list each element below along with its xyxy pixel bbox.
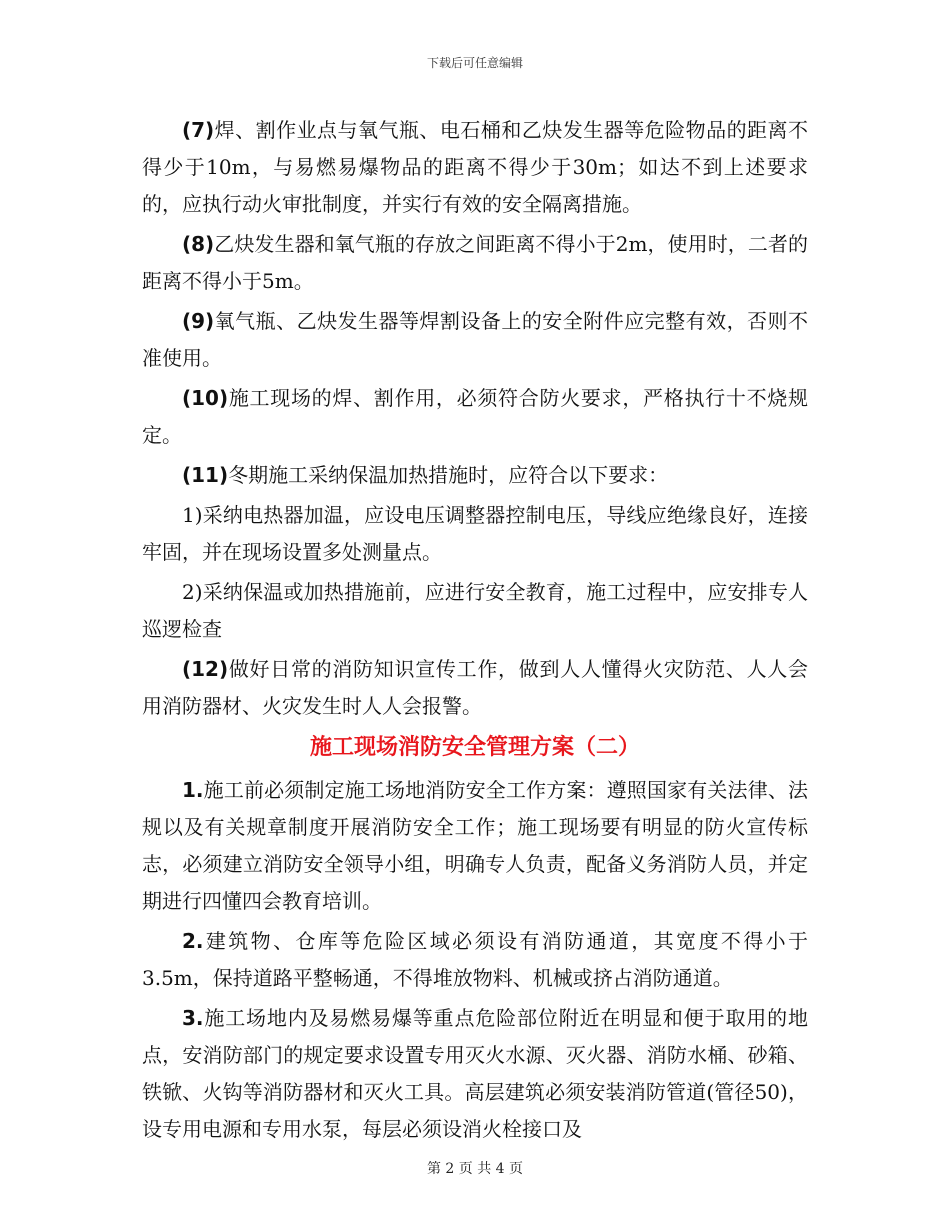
list-item-8: [142, 226, 808, 300]
item-text: 施工现场的焊、割作用，必须符合防火要求，严格执行十不烧规定。: [142, 386, 808, 447]
page-header: 下载后可任意编辑: [426, 56, 523, 70]
item-text: 冬期施工采纳保温加热措施时，应符合以下要求：: [228, 463, 669, 487]
page-footer: 第 2 页 共 4 页: [426, 1161, 524, 1177]
item-text: 做好日常的消防知识宣传工作，做到人人懂得火灾防范、人人会用消防器材、火灾发生时人人会报警。: [142, 657, 808, 718]
item-number: (7): [182, 118, 215, 142]
item-text: 乙炔发生器和氧气瓶的存放之间距离不得小于2m，使用时，二者的距离不得小于5m。: [142, 232, 808, 293]
list-item-9: [142, 303, 808, 377]
item-number: 3.: [182, 1006, 204, 1030]
section-title: 施工现场消防安全管理方案（二）: [309, 735, 640, 760]
list-item-12: [142, 651, 808, 725]
section2-item-2: [142, 923, 808, 997]
item-text: 氧气瓶、乙炔发生器等焊割设备上的安全附件应完整有效，否则不准使用。: [142, 309, 808, 370]
item-text: 施工前必须制定施工场地消防安全工作方案：遵照国家有关法律、法规以及有关规章制度开展消防安全工作；施工现场要有明显的防火宣传标志，必须建立消防安全领导小组，明确专人负责，配备义务消防人员，并定期进行四懂四会教育培训。: [142, 778, 808, 913]
section2-item-3: [142, 1000, 808, 1148]
item-number: (11): [182, 463, 229, 487]
item-number: (12): [182, 657, 229, 681]
item-text: 建筑物、仓库等危险区域必须设有消防通道，其宽度不得小于3.5m，保持道路平整畅通，不得堆放物料、机械或挤占消防通道。: [142, 929, 808, 990]
item-text: 施工场地内及易燃易爆等重点危险部位附近在明显和便于取用的地点，安消防部门的规定要求设置专用灭火水源、灭火器、消防水桶、砂箱、铁锨、火钩等消防器材和灭火工具。高层建筑必须安装消防管道(管径50)，设专用电源和专用水泵，每层必须设消火栓接口及: [142, 1006, 808, 1141]
sub-item-2: 2)采纳保温或加热措施前，应进行安全教育，施工过程中，应安排专人巡逻检查: [142, 580, 808, 641]
item-number: (10): [182, 386, 229, 410]
document-body: [142, 112, 808, 1151]
list-item-7: [142, 112, 808, 223]
item-text: 焊、割作业点与氧气瓶、电石桶和乙炔发生器等危险物品的距离不得少于10m，与易燃易爆物品的距离不得少于30m；如达不到上述要求的，应执行动火审批制度，并实行有效的安全隔离措施。: [142, 118, 808, 216]
sub-item-1: 1)采纳电热器加温，应设电压调整器控制电压，导线应绝缘良好，连接牢固，并在现场设置多处测量点。: [142, 503, 808, 564]
item-number: (9): [182, 309, 215, 333]
item-number: (8): [182, 232, 215, 256]
list-item-10: [142, 380, 808, 454]
item-number: 2.: [182, 929, 204, 953]
item-number: 1.: [182, 778, 204, 802]
list-item-11: [142, 457, 808, 494]
section2-item-1: [142, 772, 808, 920]
